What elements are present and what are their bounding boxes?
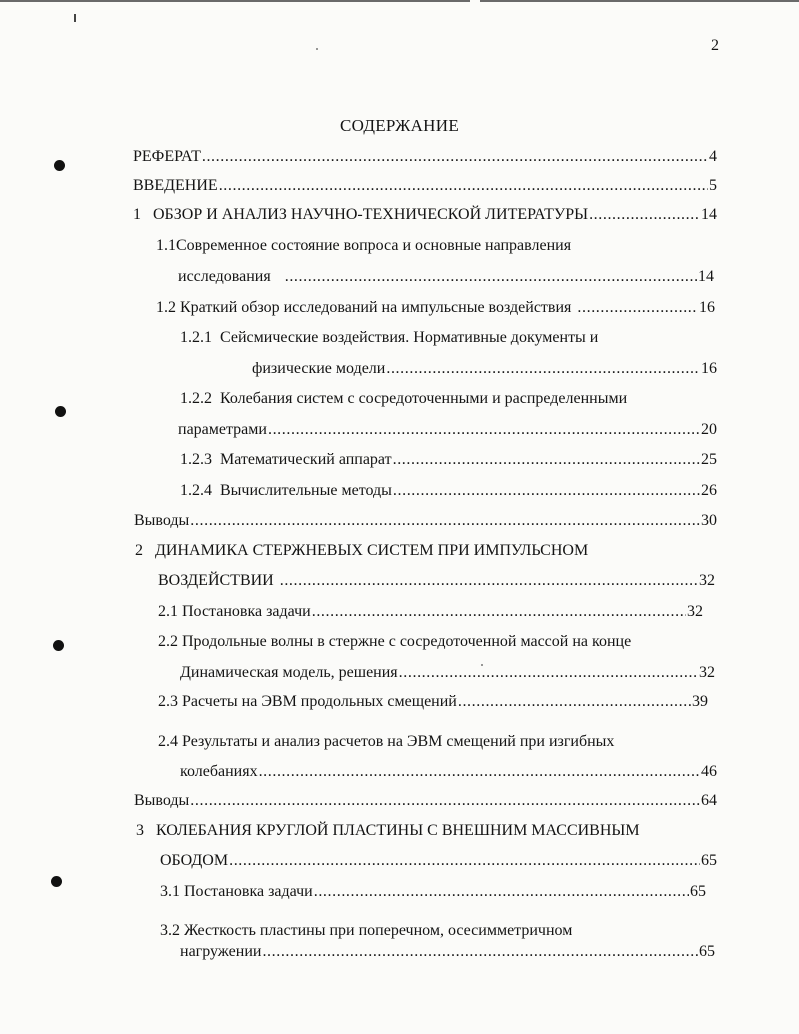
toc-entry-2-1[interactable]	[158, 603, 703, 621]
toc-entry-3-2-line1[interactable]: 3.2 Жесткость пластины при поперечном, осесимметричном	[160, 922, 573, 939]
dot-leader	[458, 693, 691, 711]
dot-leader	[285, 268, 697, 286]
toc-entry-1-1[interactable]	[178, 268, 714, 286]
toc-entry-page: 65	[699, 943, 715, 960]
toc-entry-2-3[interactable]	[158, 693, 708, 711]
toc-entry-page: 20	[701, 421, 717, 438]
toc-entry-referat[interactable]	[133, 148, 717, 166]
toc-entry-page: 25	[701, 451, 717, 468]
toc-entry-label: 1.2.4 Вычислительные методы	[180, 482, 392, 499]
dot-leader	[577, 299, 698, 317]
dot-leader	[399, 664, 698, 682]
scan-speck	[316, 48, 318, 50]
toc-entry-label: колебаниях	[180, 763, 258, 780]
scan-edge-line	[0, 0, 799, 2]
dot-leader	[262, 943, 698, 961]
toc-entry-1-2-1-line1[interactable]: 1.2.1 Сейсмические воздействия. Нормативные документы и	[180, 329, 599, 346]
toc-entry-1-2-4[interactable]	[180, 482, 717, 500]
toc-entry-label: ВОЗДЕЙСТВИИ	[158, 572, 274, 589]
toc-entry-2-2-line1[interactable]: 2.2 Продольные волны в стержне с сосредоточенной массой на конце	[158, 633, 632, 650]
toc-entry-page: 14	[698, 268, 714, 285]
toc-entry-label: 1.2.3 Математический аппарат	[180, 451, 392, 468]
toc-entry-1-2-2-line1[interactable]: 1.2.2 Колебания систем с сосредоточенными и распределенными	[180, 390, 628, 407]
toc-entry-page: 5	[709, 177, 717, 194]
toc-entry-chapter-2[interactable]	[158, 572, 715, 590]
toc-entry-page: 14	[701, 206, 717, 223]
toc-entry-conclusions-1[interactable]	[134, 512, 717, 530]
toc-entry-chapter-2-line1[interactable]: 2 ДИНАМИКА СТЕРЖНЕВЫХ СИСТЕМ ПРИ ИМПУЛЬСНОМ	[135, 542, 589, 559]
toc-entry-page: 46	[701, 763, 717, 780]
binder-hole-mark	[55, 406, 66, 417]
toc-entry-label: параметрами	[178, 421, 267, 438]
toc-entry-page: 16	[701, 360, 717, 377]
toc-entry-3-1[interactable]	[160, 883, 706, 901]
toc-entry-label: Динамическая модель, решения	[180, 664, 398, 681]
toc-entry-chapter-1[interactable]	[133, 206, 717, 224]
toc-entry-1-2-3[interactable]	[180, 451, 717, 469]
dot-leader	[386, 360, 700, 378]
toc-entry-page: 16	[699, 299, 715, 316]
toc-entry-page: 30	[701, 512, 717, 529]
toc-entry-2-2[interactable]	[180, 664, 715, 682]
toc-entry-page: 32	[699, 572, 715, 589]
toc-entry-page: 26	[701, 482, 717, 499]
dot-leader	[219, 177, 708, 195]
toc-entry-label: 1.2 Краткий обзор исследований на импульсные воздействия	[156, 299, 572, 316]
toc-entry-2-4[interactable]	[180, 763, 717, 781]
toc-entry-page: 4	[709, 148, 717, 165]
toc-entry-label: 1 ОБЗОР И АНАЛИЗ НАУЧНО-ТЕХНИЧЕСКОЙ ЛИТЕРАТУРЫ	[133, 206, 589, 223]
toc-entry-3-2[interactable]	[180, 943, 715, 961]
dot-leader	[589, 206, 700, 224]
dot-leader	[190, 792, 700, 810]
dot-leader	[393, 482, 700, 500]
scan-mark	[74, 14, 76, 22]
toc-entry-page: 32	[699, 664, 715, 681]
binder-hole-mark	[54, 160, 65, 171]
dot-leader	[190, 512, 700, 530]
toc-entry-label: 3.1 Постановка задачи	[160, 883, 313, 900]
toc-entry-label: исследования	[178, 268, 271, 285]
dot-leader	[202, 148, 708, 166]
dot-leader	[393, 451, 700, 469]
toc-entry-1-2-2[interactable]	[178, 421, 717, 439]
toc-entry-page: 64	[701, 792, 717, 809]
binder-hole-mark	[53, 640, 64, 651]
toc-entry-chapter-3-line1[interactable]: 3 КОЛЕБАНИЯ КРУГЛОЙ ПЛАСТИНЫ С ВНЕШНИМ МАССИВНЫМ	[136, 822, 640, 839]
dot-leader	[268, 421, 700, 439]
dot-leader	[259, 763, 700, 781]
toc-entry-page: 32	[687, 603, 703, 620]
toc-entry-label: ВВЕДЕНИЕ	[133, 177, 218, 194]
dot-leader	[314, 883, 689, 901]
page-title: СОДЕРЖАНИЕ	[339, 116, 460, 135]
scan-edge-gap	[470, 0, 480, 2]
toc-entry-label: 2.1 Постановка задачи	[158, 603, 311, 620]
toc-entry-1-2-1[interactable]	[252, 360, 717, 378]
toc-entry-page: 65	[701, 852, 717, 869]
toc-entry-vvedenie[interactable]	[133, 177, 717, 195]
dot-leader	[280, 572, 698, 590]
toc-entry-1-2[interactable]	[156, 299, 715, 317]
toc-entry-1-1-line1[interactable]: 1.1Современное состояние вопроса и основные направления	[156, 237, 572, 254]
dot-leader	[229, 852, 700, 870]
toc-entry-chapter-3[interactable]	[160, 852, 717, 870]
toc-entry-label: Выводы	[134, 512, 190, 529]
toc-entry-page: 39	[692, 693, 708, 710]
dot-leader	[312, 603, 686, 621]
toc-entry-page: 65	[690, 883, 706, 900]
toc-entry-label: Выводы	[134, 792, 190, 809]
page-number: 2	[711, 37, 719, 54]
toc-entry-conclusions-2[interactable]	[134, 792, 717, 810]
binder-hole-mark	[51, 876, 62, 887]
toc-entry-label: ОБОДОМ	[160, 852, 229, 869]
toc-entry-label: нагружении	[180, 943, 262, 960]
toc-entry-label: 2.3 Расчеты на ЭВМ продольных смещений	[158, 693, 457, 710]
toc-entry-2-4-line1[interactable]: 2.4 Результаты и анализ расчетов на ЭВМ смещений при изгибных	[158, 733, 615, 750]
toc-entry-label: физические модели	[252, 360, 386, 377]
toc-entry-label: РЕФЕРАТ	[133, 148, 201, 165]
